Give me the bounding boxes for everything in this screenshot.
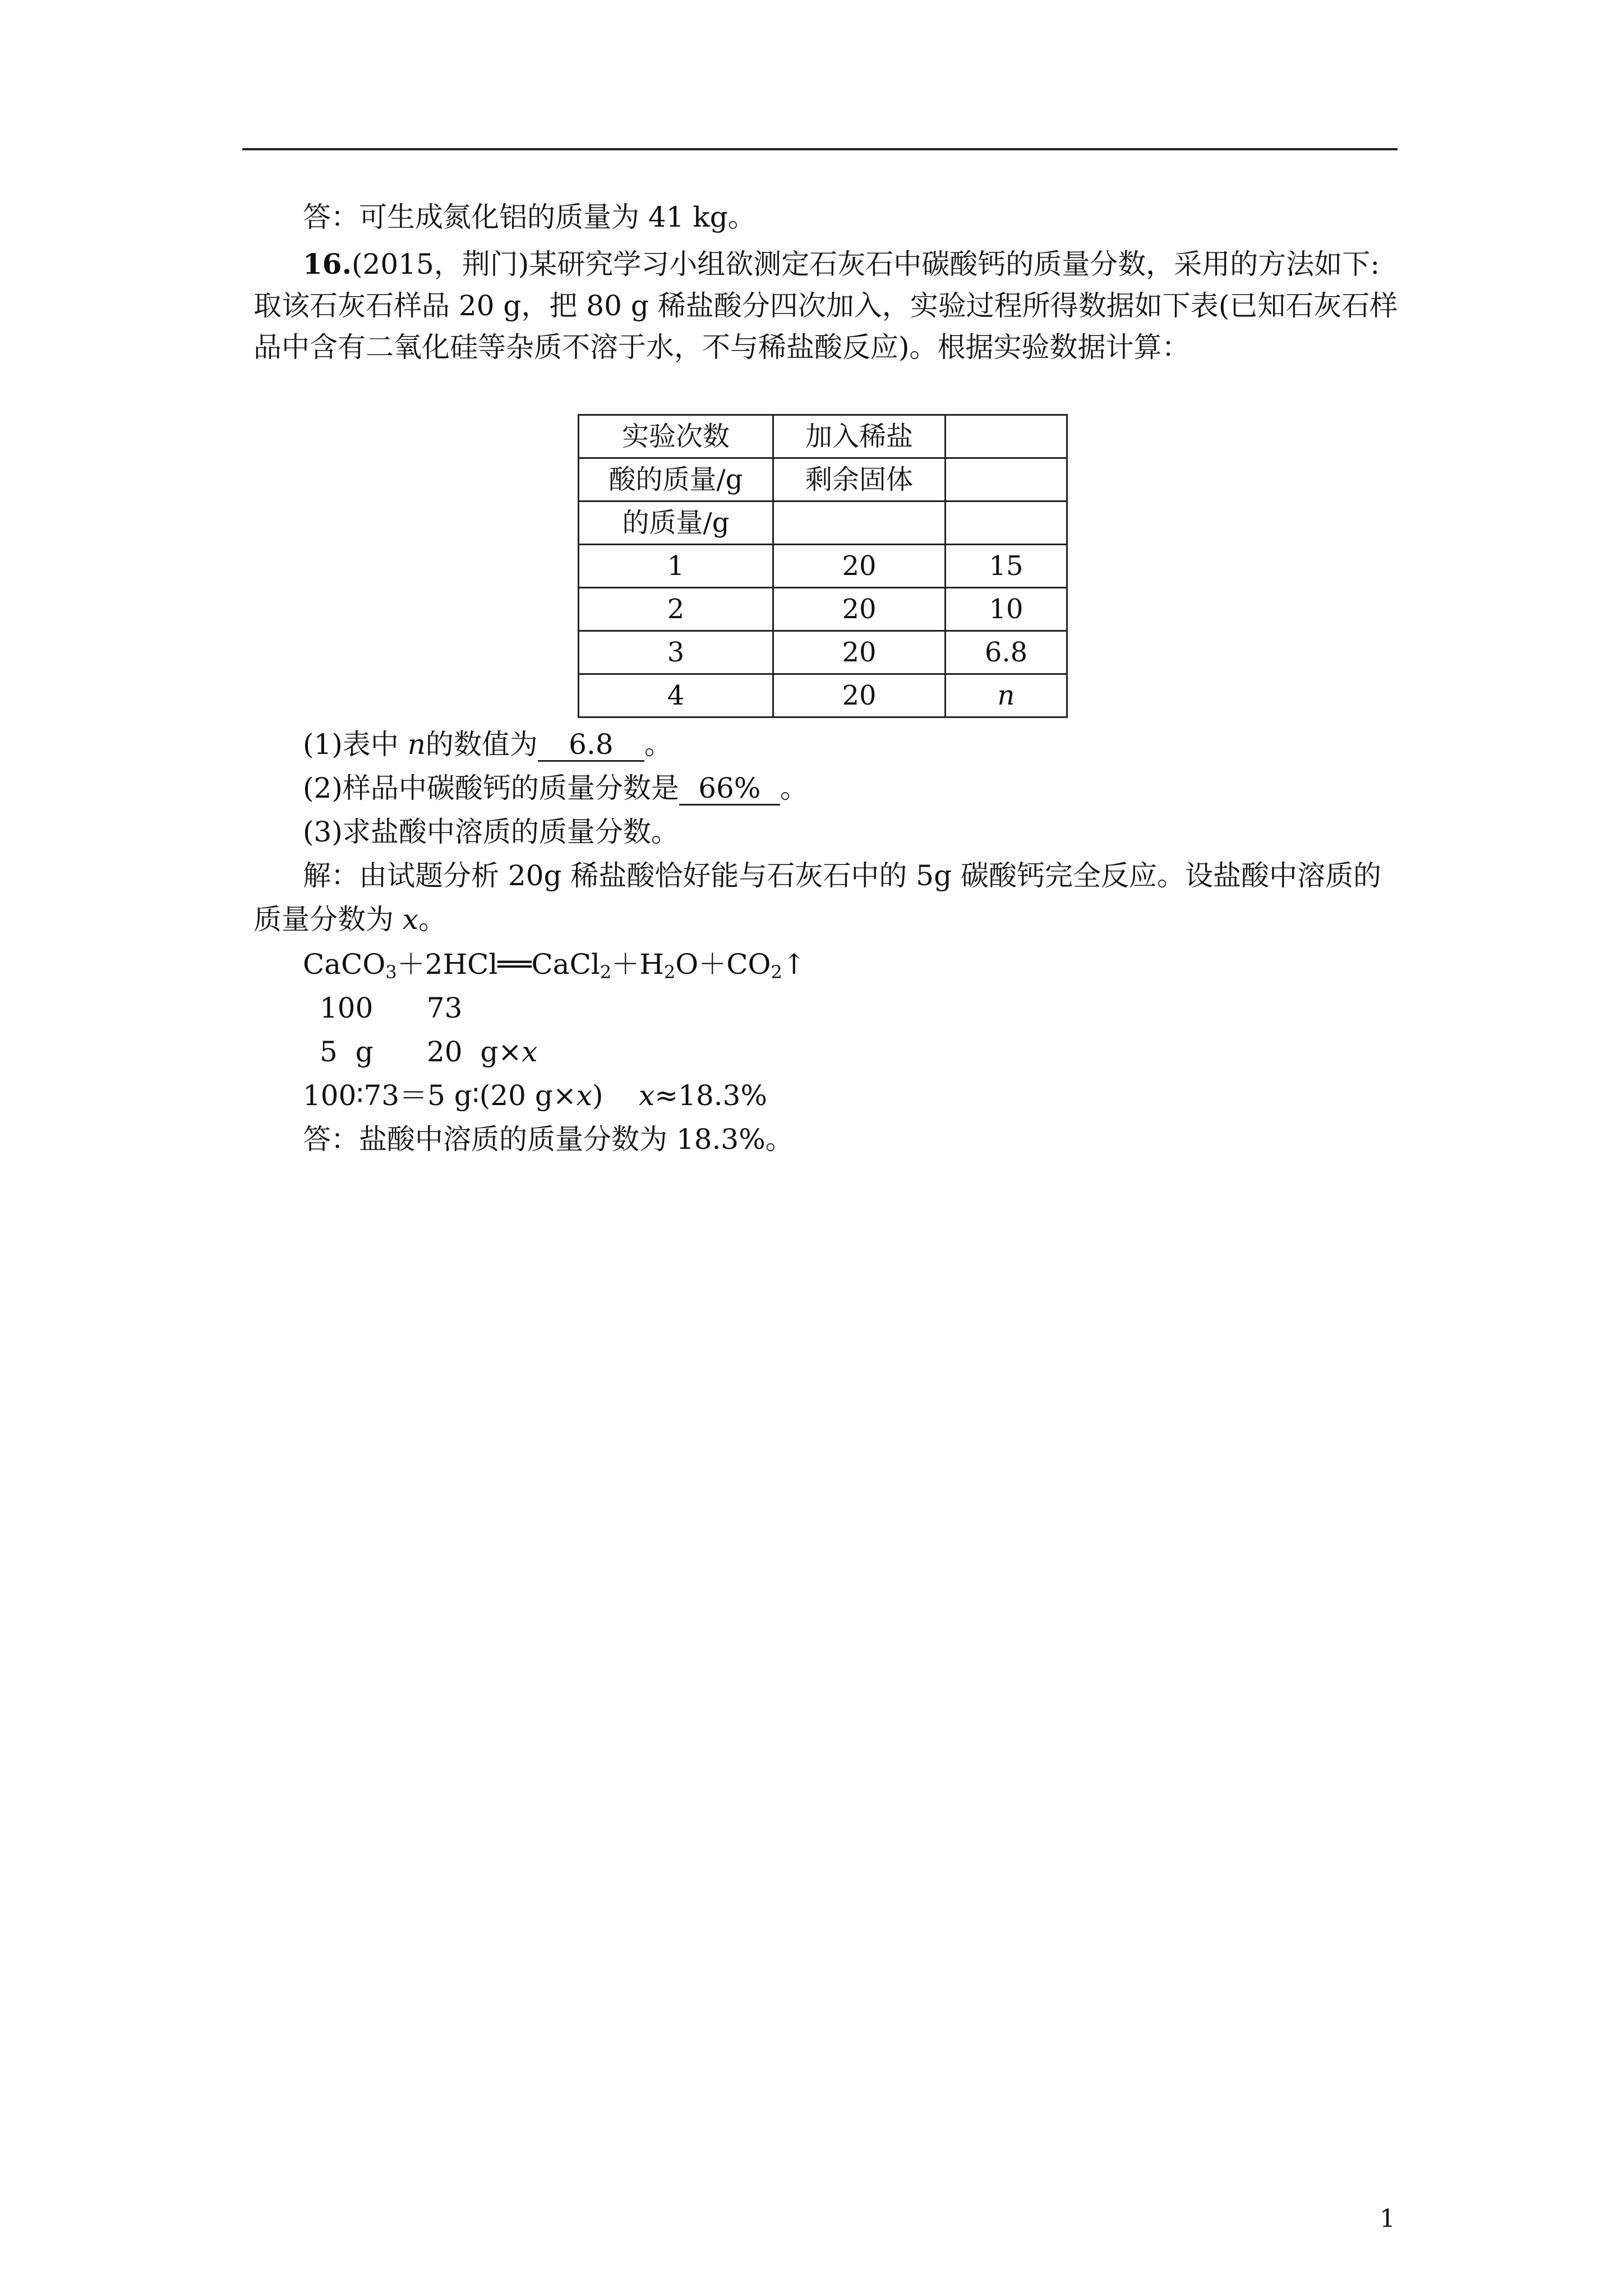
table-cell: 20	[773, 674, 946, 717]
table-row	[579, 588, 1067, 631]
eq-subscript: 2	[663, 961, 676, 983]
table-cell: 20	[773, 545, 946, 588]
table-cell: 20	[773, 631, 946, 674]
answer-blank-1: 6.8	[538, 729, 644, 762]
answer-blank-2: 66%	[679, 772, 780, 806]
header-rule	[242, 148, 1398, 150]
proportion-text: )	[592, 1079, 639, 1112]
page-number: 1	[1380, 2205, 1395, 2233]
table-cell	[773, 501, 946, 545]
eq-part: CaCO	[303, 948, 386, 981]
table-cell	[946, 501, 1067, 545]
previous-answer: 答：可生成氮化铝的质量为 41 kg。	[303, 201, 756, 233]
table-row	[579, 631, 1067, 674]
ratio-line-1: 100 73	[320, 992, 463, 1024]
question-number: 16.	[303, 247, 352, 280]
question-16-line-1	[303, 245, 1380, 284]
question-16-line-2: 取该石灰石样品 20 g，把 80 g 稀盐酸分四次加入，实验过程所得数据如下表(已知石灰石样	[253, 289, 1398, 322]
table-cell	[946, 458, 1067, 501]
sub2-suffix: 。	[780, 772, 808, 804]
eq-part: ＋2HCl══CaCl	[396, 948, 600, 981]
table-cell: 的质量/g	[579, 501, 773, 545]
solution-text: 质量分数为	[253, 903, 403, 936]
table-cell: 1	[579, 545, 773, 588]
table-row	[579, 501, 1067, 545]
table-row	[579, 545, 1067, 588]
sub-question-3: (3)求盐酸中溶质的质量分数。	[303, 816, 679, 848]
eq-part: O＋CO	[675, 948, 771, 981]
proportion-text: 100∶73＝5 g∶(20 g×	[303, 1079, 577, 1112]
table-row	[579, 674, 1067, 717]
eq-subscript: 2	[771, 961, 782, 983]
sub1-text: 的数值为	[425, 728, 538, 761]
table-cell: 加入稀盐	[773, 415, 946, 458]
chemical-equation	[303, 945, 806, 992]
question-16-line-3: 品中含有二氧化硅等杂质不溶于水，不与稀盐酸反应)。根据实验数据计算：	[253, 331, 1190, 364]
final-answer: 答：盐酸中溶质的质量分数为 18.3%。	[303, 1123, 794, 1156]
proportion-variable: x	[639, 1079, 655, 1112]
sub-question-1	[303, 725, 672, 764]
question-16-intro: (2015，荆门)某研究学习小组欲测定石灰石中碳酸钙的质量分数，采用的方法如下:	[352, 248, 1380, 280]
table-cell	[946, 415, 1067, 458]
table-cell: 实验次数	[579, 415, 773, 458]
table-row	[579, 415, 1067, 458]
table-cell: 6.8	[946, 631, 1067, 674]
ratio-line-2	[320, 1032, 537, 1071]
proportion-result: ≈18.3%	[654, 1079, 767, 1112]
solution-line-2	[253, 900, 446, 939]
solution-text-end: 。	[418, 903, 447, 936]
table-cell: 酸的质量/g	[579, 458, 773, 501]
solution-line-1: 解：由试题分析 20g 稀盐酸恰好能与石灰石中的 5g 碳酸钙完全反应。设盐酸中溶质的	[303, 859, 1382, 892]
sub2-prefix: (2)样品中碳酸钙的质量分数是	[303, 772, 679, 804]
table-cell: 15	[946, 545, 1067, 588]
sub1-prefix: (1)表中	[303, 728, 408, 761]
sub-question-2	[303, 769, 808, 808]
solution-variable: x	[402, 903, 419, 936]
proportion-line	[303, 1076, 767, 1115]
table-cell: 2	[579, 588, 773, 631]
sub1-suffix: 。	[644, 728, 672, 761]
table-cell: 10	[946, 588, 1067, 631]
table-cell: 剩余固体	[773, 458, 946, 501]
table-cell: 20	[773, 588, 946, 631]
table-cell: n	[946, 674, 1067, 717]
eq-part: ＋H	[611, 948, 664, 981]
eq-subscript: 2	[600, 961, 612, 983]
eq-subscript: 3	[385, 961, 397, 983]
data-table	[578, 414, 1068, 718]
ratio-variable: x	[522, 1036, 538, 1068]
table-cell: 4	[579, 674, 773, 717]
table-row	[579, 458, 1067, 501]
proportion-variable: x	[576, 1079, 592, 1112]
ratio-text: 5 g 20 g×	[320, 1036, 522, 1068]
sub1-variable: n	[407, 728, 426, 761]
table-cell: 3	[579, 631, 773, 674]
gas-arrow: ↑	[782, 948, 806, 981]
